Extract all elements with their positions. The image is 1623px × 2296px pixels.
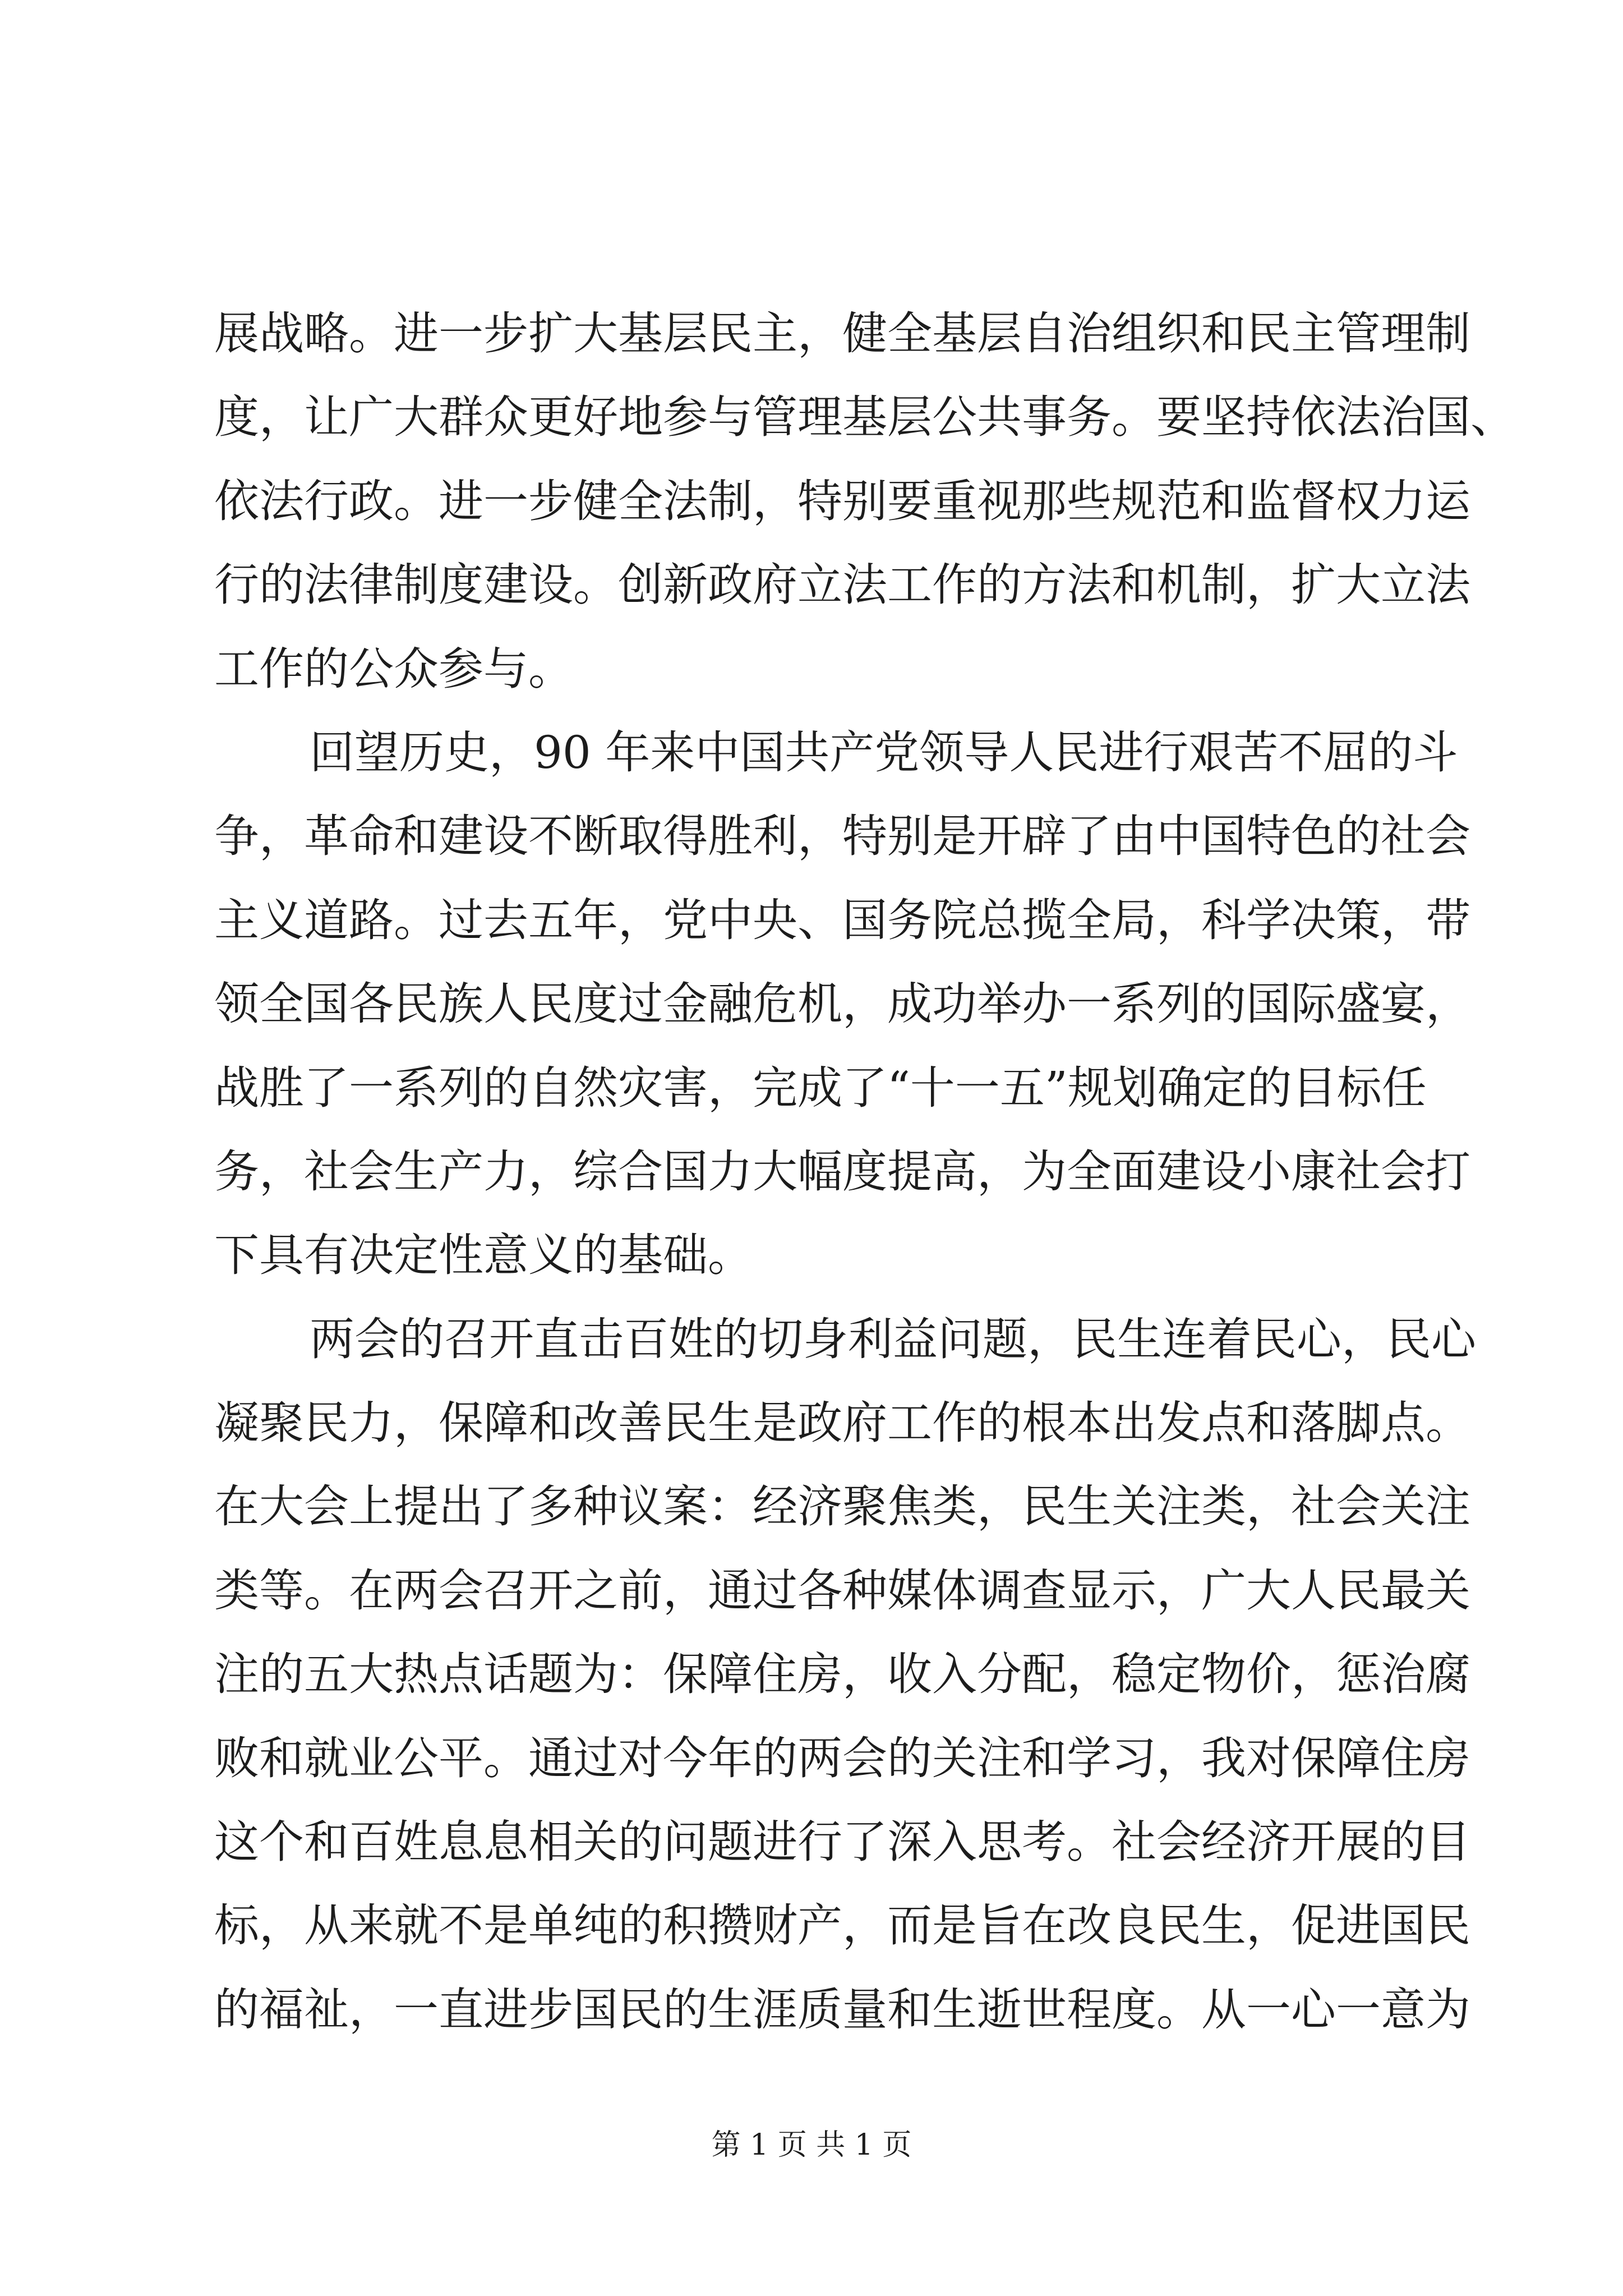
page-number-footer: 第 1 页 共 1 页 (711, 2128, 912, 2162)
text-line: 的福祉，一直进步国民的生涯质量和生逝世程度。从一心一意为 (214, 1983, 1470, 2036)
text-line: 依法行政。进一步健全法制，特别要重视那些规范和监督权力运 (214, 475, 1470, 527)
text-line: 败和就业公平。通过对今年的两会的关注和学习，我对保障住房 (214, 1732, 1470, 1784)
text-line: 注的五大热点话题为：保障住房，收入分配，稳定物价，惩治腐 (214, 1648, 1470, 1701)
document-body (214, 292, 1515, 2051)
text-line: 在大会上提出了多种议案：经济聚焦类，民生关注类，社会关注 (214, 1480, 1470, 1533)
paragraph-2 (214, 711, 1470, 1297)
text-line: 两会的召开直击百姓的切身利益问题，民生连着民心，民心 (310, 1313, 1476, 1365)
text-line: 行的法律制度建设。创新政府立法工作的方法和机制，扩大立法 (214, 559, 1470, 611)
text-line: 战胜了一系列的自然灾害，完成了“十一五”规划确定的目标任 (214, 1061, 1427, 1114)
text-line: 回望历史，90 年来中国共产党领导人民进行艰苦不屈的斗 (310, 726, 1458, 779)
paragraph-3 (214, 1297, 1476, 2052)
text-line: 展战略。进一步扩大基层民主，健全基层自治组织和民主管理制 (214, 307, 1470, 360)
paragraph-1 (214, 292, 1515, 711)
text-line: 领全国各民族人民度过金融危机，成功举办一系列的国际盛宴， (214, 978, 1470, 1030)
text-line: 争，革命和建设不断取得胜利，特别是开辟了由中国特色的社会 (214, 810, 1470, 863)
text-line: 这个和百姓息息相关的问题进行了深入思考。社会经济开展的目 (214, 1816, 1470, 1869)
text-line: 凝聚民力，保障和改善民生是政府工作的根本出发点和落脚点。 (214, 1397, 1470, 1450)
text-line: 标，从来就不是单纯的积攒财产，而是旨在改良民生，促进国民 (214, 1899, 1470, 1952)
text-line: 度，让广大群众更好地参与管理基层公共事务。要坚持依法治国、 (214, 391, 1515, 444)
text-line: 下具有决定性意义的基础。 (214, 1229, 753, 1282)
text-line: 主义道路。过去五年，党中央、国务院总揽全局，科学决策，带 (214, 894, 1470, 946)
text-line: 工作的公众参与。 (214, 642, 573, 695)
text-line: 类等。在两会召开之前，通过各种媒体调查显示，广大人民最关 (214, 1564, 1470, 1617)
text-line: 务，社会生产力，综合国力大幅度提高，为全面建设小康社会打 (214, 1145, 1470, 1198)
